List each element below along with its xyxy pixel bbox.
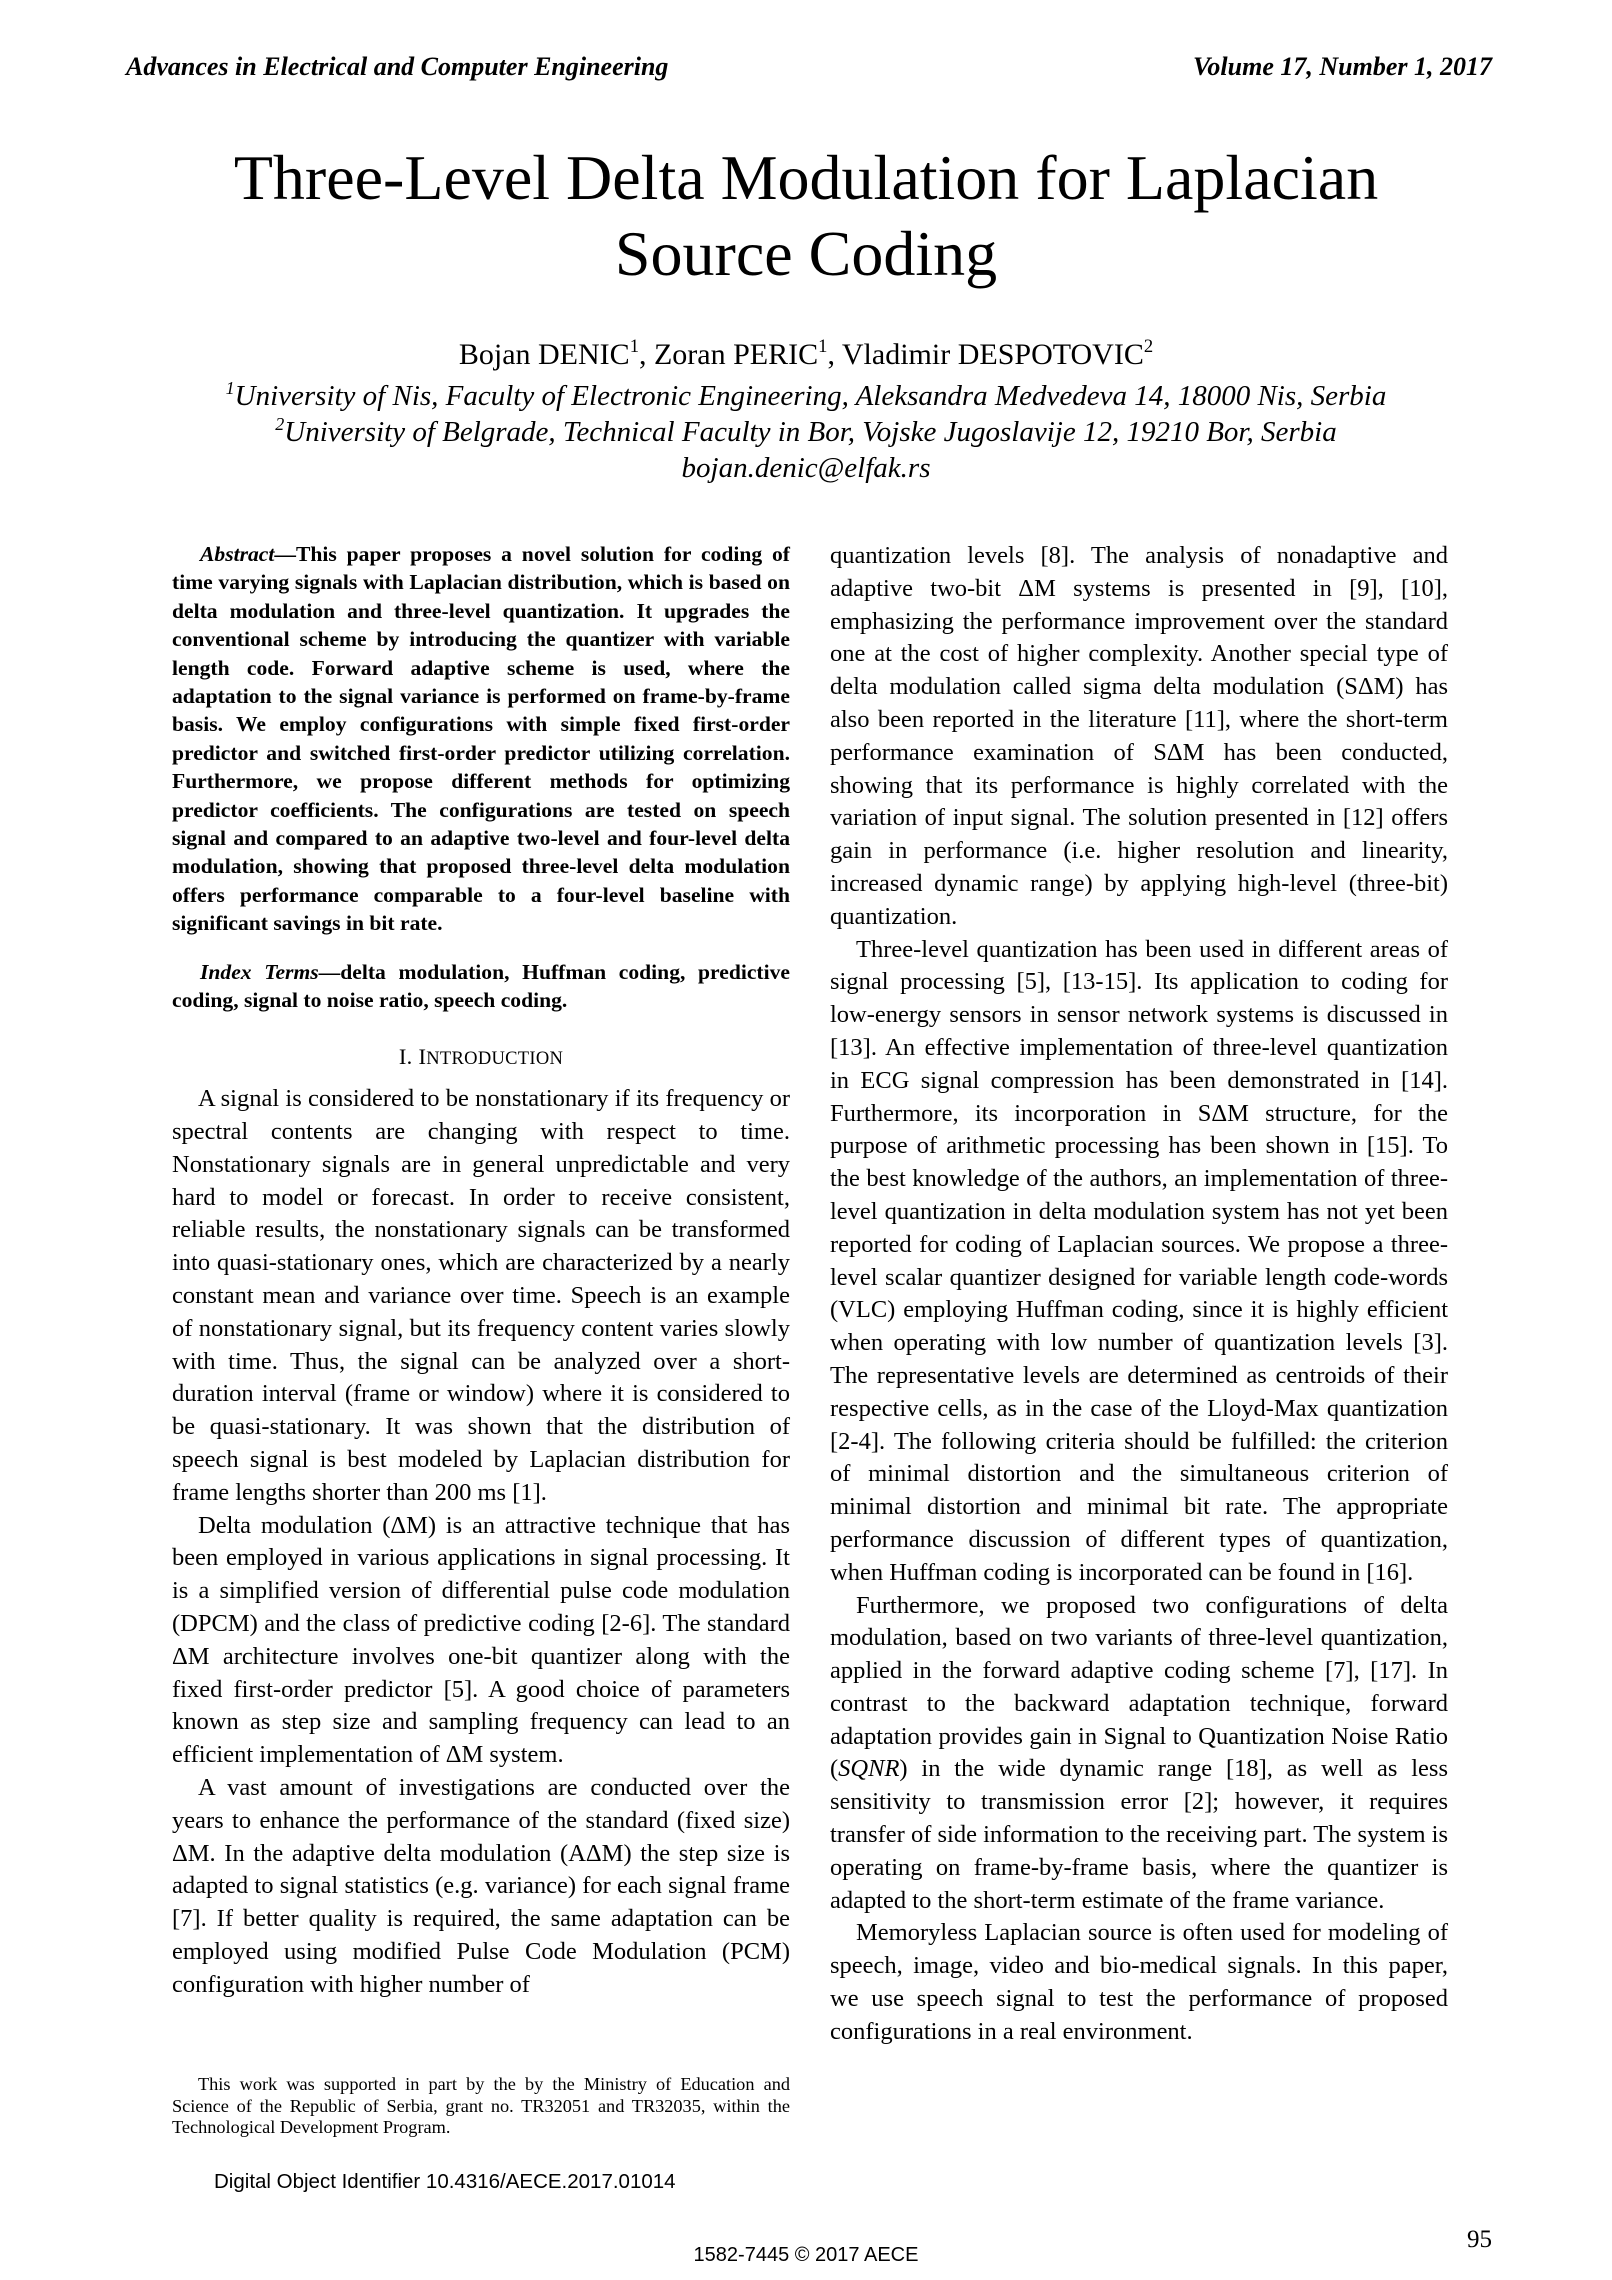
abstract <box>172 540 790 938</box>
journal-name: Advances in Electrical and Computer Engineering <box>126 52 669 81</box>
left-column <box>172 540 790 2002</box>
affiliation-2 <box>0 416 1612 449</box>
affiliation-1 <box>0 380 1612 413</box>
author-name: , Zoran PERIC <box>638 338 819 371</box>
section-initial: I <box>418 1043 427 1069</box>
body-paragraph: A vast amount of investigations are conducted over the years to enhance the performance of the standard (fixed size) ΔM. In the adaptive delta modulation (AΔM) the step size is adapted to signal statistics (e.g. variance) for each signal frame [7]. If better quality is required, the same adaptation can be employed using modified Pulse Code Modulation (PCM) configuration with higher number of <box>172 1774 790 1998</box>
abstract-text: —This paper proposes a novel solution for coding of time varying signals with Laplacian distribution, which is based on delta modulation and three-level quantization. It upgrades the conventional scheme by introducing the quantizer with variable length code. Forward adaptive scheme is used, where the adaptation to the signal variance is performed on frame-by-frame basis. We employ configurations with simple fixed first-order predictor and switched first-order predictor utilizing correlation. Furthermore, we propose different methods for optimizing predictor coefficients. The configurations are tested on speech signal and compared to an adaptive two-level and four-level delta modulation, showing that proposed three-level delta modulation offers performance comparable to a four-level baseline with significant savings in bit rate. <box>172 542 790 936</box>
affiliation-text: University of Belgrade, Technical Faculty in Bor, Vojske Jugoslavije 12, 19210 Bor, Serbia <box>284 416 1337 448</box>
index-terms-text: —delta modulation, Huffman coding, predictive coding, signal to noise ratio, speech coding. <box>172 959 790 1013</box>
author-name: Bojan DENIC <box>458 338 630 371</box>
body-paragraph: Delta modulation (ΔM) is an attractive technique that has been employed in various applications in signal processing. It is a simplified version of differential pulse code modulation (DPCM) and the class of predictive coding [2-6]. The standard ΔM architecture involves one-bit quantizer along with the fixed first-order predictor [5]. A good choice of parameters known as step size and sampling frequency can lead to an efficient implementation of ΔM system. <box>172 1511 790 1769</box>
affiliation-mark: 1 <box>225 378 235 398</box>
paper-title <box>0 140 1612 292</box>
section-heading-introduction <box>172 1041 790 1076</box>
paper-title-text: Three-Level Delta Modulation for Laplacian Source Coding <box>233 142 1379 289</box>
body-paragraph <box>830 1590 1448 1918</box>
affiliation-text: University of Nis, Faculty of Electronic Engineering, Aleksandra Medvedeva 14, 18000 Nis, Serbia <box>234 380 1387 412</box>
volume-info: Volume 17, Number 1, 2017 <box>1192 52 1492 81</box>
abstract-label: Abstract <box>200 542 275 566</box>
paragraph-text: Furthermore, we proposed two configurations of delta modulation, based on two variants of three-level quantization, applied in the forward adaptive coding scheme [7], [17]. In contrast to the backward adaptation technique, forward adaptation provides gain in Signal to Quantization Noise Ratio ( <box>830 1591 1448 1783</box>
author-list <box>0 338 1612 372</box>
affiliation-mark: 2 <box>275 414 285 434</box>
body-paragraph: Memoryless Laplacian source is often used for modeling of speech, image, video and bio-medical signals. In this paper, we use speech signal to test the performance of proposed configurations in a real environment. <box>830 1919 1448 2045</box>
paragraph-text: ) in the wide dynamic range [18], as well as less sensitivity to transmission error [2]; however, it requires transfer of side information to the receiving part. The system is operating on frame-by-frame basis, where the quantizer is adapted to the short-term estimate of the frame variance. <box>830 1755 1449 1914</box>
author-affiliation-mark: 1 <box>629 336 639 357</box>
body-paragraph: A signal is considered to be nonstationary if its frequency or spectral contents are changing with respect to time. Nonstationary signals are in general unpredictable and very hard to model or forecast. In order to receive consistent, reliable results, the nonstationary signals can be transformed into quasi-stationary ones, which are characterized by a nearly constant mean and variance over time. Speech is an example of nonstationary signal, but its frequency content varies slowly with time. Thus, the signal can be analyzed over a short-duration interval (frame or window) where it is considered to be quasi-stationary. It was shown that the distribution of speech signal is best modeled by Laplacian distribution for frame lengths shorter than 200 ms [1]. <box>172 1085 790 1506</box>
author-affiliation-mark: 1 <box>818 336 828 357</box>
right-column <box>830 540 1448 2049</box>
sqnr-term: SQNR <box>838 1755 900 1783</box>
index-terms-label: Index Terms <box>200 959 319 984</box>
page-number: 95 <box>1467 2226 1492 2253</box>
author-affiliation-mark: 2 <box>1143 336 1154 357</box>
doi: Digital Object Identifier 10.4316/AECE.2017.01014 <box>214 2170 676 2193</box>
contact-email: bojan.denic@elfak.rs <box>681 452 931 484</box>
index-terms <box>172 958 790 1015</box>
section-title-rest: NTRODUCTION <box>426 1048 564 1069</box>
body-paragraph: quantization levels [8]. The analysis of nonadaptive and adaptive two-bit ΔM systems is presented in [9], [10], emphasizing the performance improvement over the standard one at the cost of higher complexity. Another special type of delta modulation called sigma delta modulation (SΔM) has also been reported in the literature [11], where the short-term performance examination of SΔM has been conducted, showing that its performance is highly correlated with the variation of input signal. The solution presented in [12] offers gain in performance (i.e. higher resolution and linearity, increased dynamic range) by applying high-level (three-bit) quantization. <box>830 542 1448 930</box>
funding-footnote: This work was supported in part by the by the Ministry of Education and Science of the Republic of Serbia, grant no. TR32051 and TR32035, within the Technological Development Program. <box>172 2074 790 2137</box>
author-name: , Vladimir DESPOTOVIC <box>827 338 1144 371</box>
issn-copyright: 1582-7445 © 2017 AECE <box>693 2244 919 2266</box>
section-number: I. <box>398 1043 419 1069</box>
body-paragraph: Three-level quantization has been used in different areas of signal processing [5], [13-15]. Its application to coding for low-energy sensors in sensor network systems is discussed in [13]. An effective implementation of three-level quantization in ECG signal compression has been demonstrated in [14]. Furthermore, its incorporation in SΔM structure, for the purpose of arithmetic processing has been shown in [15]. To the best knowledge of the authors, an implementation of three-level quantization in delta modulation system has not yet been reported for coding of Laplacian sources. We propose a three-level scalar quantizer designed for variable length code-words (VLC) employing Huffman coding, since it is highly efficient when operating with low number of quantization levels [3]. The representative levels are determined as centroids of their respective cells, as in the case of the Lloyd-Max quantization [2-4]. The following criteria should be fulfilled: the criterion of minimal distortion and the simultaneous criterion of minimal distortion and minimal bit rate. The appropriate performance discussion of different types of quantization, when Huffman coding is incorporated can be found in [16]. <box>830 935 1448 1586</box>
